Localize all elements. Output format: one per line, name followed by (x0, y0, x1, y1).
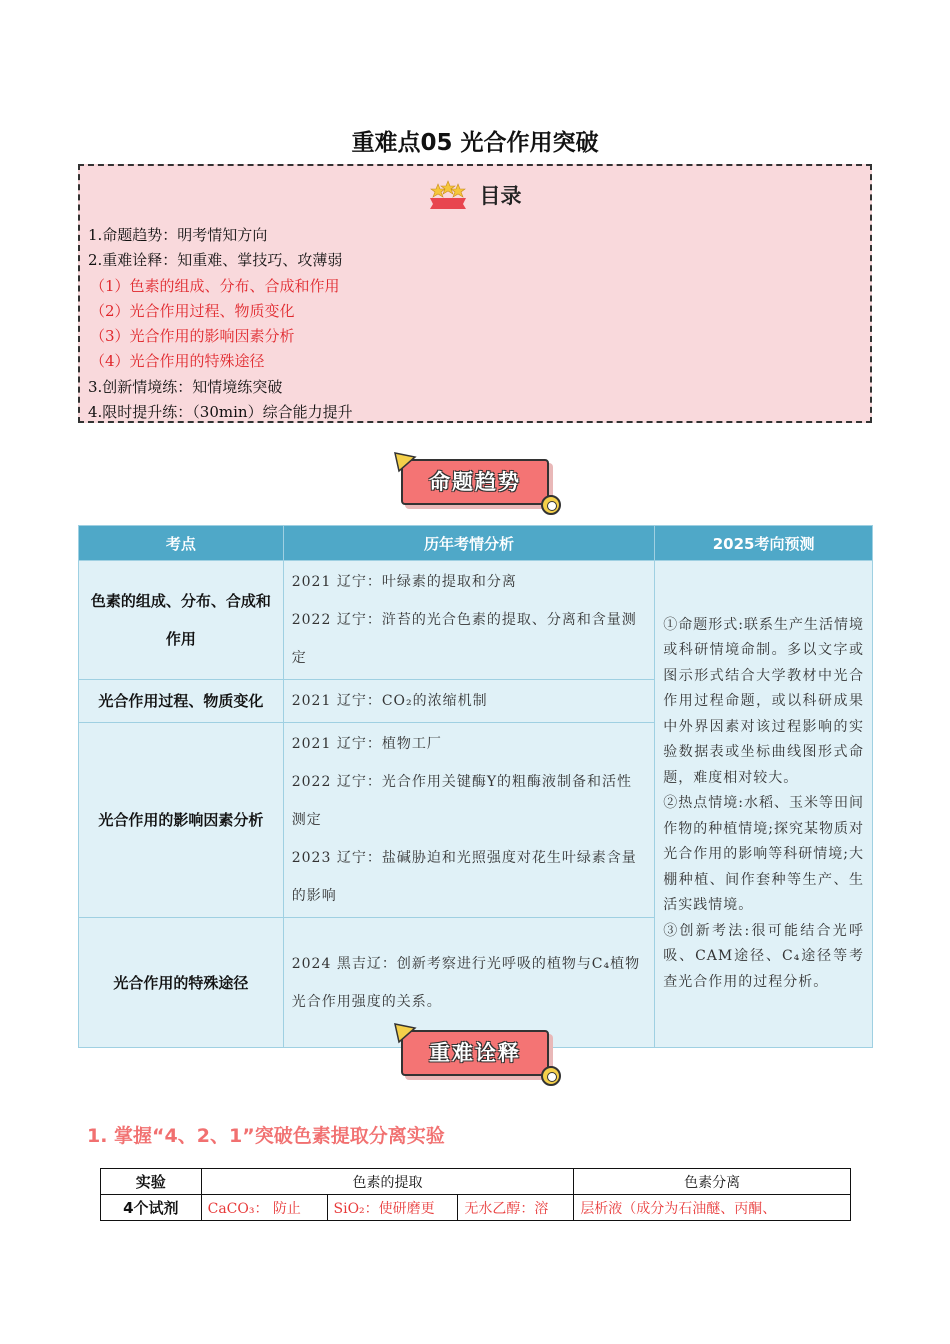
exam-point: 光合作用过程、物质变化 (79, 680, 284, 723)
exam-history (283, 680, 655, 723)
exam-history (283, 561, 655, 680)
toc-item[interactable]: 1.命题趋势：明考情知方向 (88, 226, 268, 244)
experiment-table (100, 1168, 851, 1221)
history-line: 2023 辽宁：盐碱胁迫和光照强度对花生叶绿素含量的影响 (291, 850, 637, 904)
section-banner-trend (393, 451, 563, 517)
prediction-para: ②热点情境:水稻、玉米等田间作物的种植情境;探究某物质对光合作用的影响等科研情境;大棚种植、间作套种等生产、生活实践情境。 (663, 795, 864, 914)
toc-list (88, 223, 353, 425)
exp-row-label: 4个试剂 (101, 1195, 202, 1221)
exp-header: 色素的提取 (201, 1169, 574, 1195)
toc-item[interactable]: 3.创新情境练：知情境练突破 (88, 377, 283, 396)
history-line: 2021 辽宁：CO₂的浓缩机制 (291, 693, 488, 709)
toc-item[interactable]: （4）光合作用的特殊途径 (90, 352, 265, 371)
section-heading: 1. 掌握“4、2、1”突破色素提取分离实验 (87, 1125, 445, 1147)
toc-item[interactable]: （1）色素的组成、分布、合成和作用 (90, 276, 340, 295)
exam-point: 色素的组成、分布、合成和作用 (79, 561, 284, 680)
crown-ribbon-icon (428, 180, 468, 210)
toc-box (78, 164, 872, 423)
toc-item[interactable]: 4.限时提升练：（30min）综合能力提升 (88, 403, 353, 422)
toc-item[interactable]: （2）光合作用过程、物质变化 (90, 301, 295, 320)
exp-cell: CaCO₃： 防止 (201, 1195, 327, 1221)
section-banner-difficulty (393, 1022, 563, 1088)
toc-title: 目录 (479, 184, 522, 208)
table-header: 历年考情分析 (283, 526, 655, 561)
exp-cell: SiO₂：使研磨更 (327, 1195, 458, 1221)
flag-icon (393, 451, 417, 475)
banner-label: 命题趋势 (429, 470, 521, 494)
exp-header: 实验 (101, 1169, 202, 1195)
history-line: 2022 辽宁：光合作用关键酶Y的粗酶液制备和活性测定 (291, 774, 633, 828)
table-header: 2025考向预测 (655, 526, 873, 561)
exam-prediction (655, 561, 873, 1048)
prediction-para: ①命题形式:联系生产生活情境或科研情境命制。多以文字或图示形式结合大学教材中光合作用过程命题，或以科研成果中外界因素对该过程影响的实验数据表或坐标曲线图形式命题，难度相对较大。 (663, 616, 864, 786)
prediction-para: ③创新考法:很可能结合光呼吸、CAM途径、C₄途径等考查光合作用的过程分析。 (663, 922, 864, 990)
exam-point: 光合作用的特殊途径 (79, 918, 284, 1048)
table-row (101, 1195, 851, 1221)
table-row (101, 1169, 851, 1195)
history-line: 2024 黑吉辽：创新考察进行光呼吸的植物与C₄植物光合作用强度的关系。 (291, 955, 641, 1010)
exp-cell: 无水乙醇：溶 (458, 1195, 574, 1221)
history-line: 2022 辽宁：浒苔的光合色素的提取、分离和含量测定 (291, 612, 637, 666)
exam-point: 光合作用的影响因素分析 (79, 723, 284, 918)
flag-icon (393, 1022, 417, 1046)
exam-history (283, 723, 655, 918)
ring-icon (541, 495, 561, 515)
page-title: 重难点05 光合作用突破 (351, 130, 599, 156)
banner-label: 重难诠释 (429, 1041, 521, 1065)
ring-icon (541, 1066, 561, 1086)
exam-trend-table (78, 525, 873, 1048)
table-row (79, 561, 873, 680)
exp-header: 色素分离 (574, 1169, 851, 1195)
toc-header (80, 180, 870, 210)
history-line: 2021 辽宁：叶绿素的提取和分离 (291, 574, 517, 590)
table-header: 考点 (79, 526, 284, 561)
toc-item[interactable]: （3）光合作用的影响因素分析 (90, 327, 295, 346)
toc-item[interactable]: 2.重难诠释：知重难、掌技巧、攻薄弱 (88, 251, 343, 270)
history-line: 2021 辽宁：植物工厂 (291, 736, 442, 752)
exp-cell: 层析液（成分为石油醚、丙酮、 (574, 1195, 851, 1221)
